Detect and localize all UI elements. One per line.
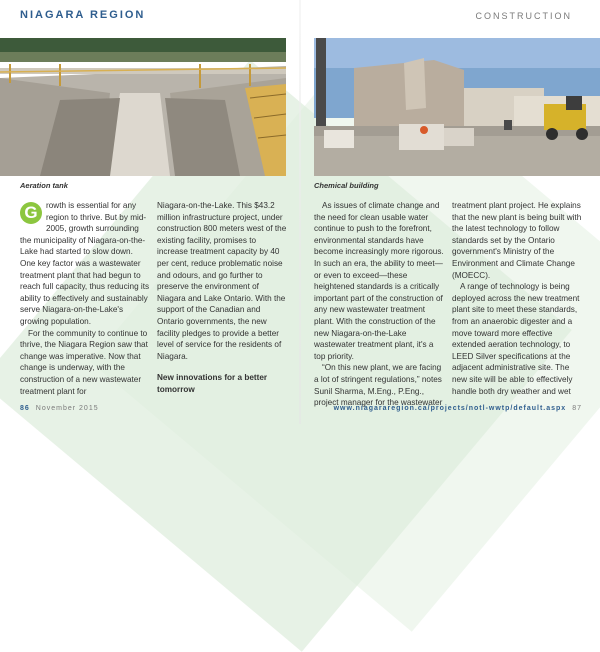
paragraph-community: For the community to continue to thrive, the Niagara Region saw that change was imperative. Now that change is underway, with the construction of a new wastewater treatment plant for — [20, 328, 148, 396]
paragraph-technology: A range of technology is being deployed across the new treatment plant site to meet these standards, from an anaerobic digester and a move toward more effective extended aeration technology, to LEED Silver specifications at the adjacent administrative site. The new site will be able to effectively handle both dry weather and wet — [452, 282, 580, 396]
article-column-2 — [157, 200, 287, 396]
chemical-building-photo — [314, 38, 600, 176]
caption-chemical-building: Chemical building — [314, 181, 379, 190]
article-column-1 — [20, 200, 150, 397]
aeration-tank-photo — [0, 38, 286, 176]
article-column-4 — [452, 200, 584, 397]
footer-right — [334, 405, 582, 412]
paragraph-quote: “On this new plant, we are facing a lot of stringent regulations,” notes Sunil Sharma, M.Eng., P.Eng., project manager for the wastewater — [314, 363, 443, 408]
subheading: New innovations for a better tomorrow — [157, 373, 268, 394]
issue-date: November 2015 — [35, 405, 99, 412]
page-number-right: 87 — [572, 405, 582, 412]
paragraph-project: Niagara-on-the-Lake. This $43.2 million infrastructure project, under construction 800 meters west of the existing facility, promises to increase treatment capacity by 40 per cent, reduce problematic noise and odours, and go further to preserve the environment of Niagara and Lake Ontario. With the support of the Canadian and Ontario governments, the new facility pledges to provide a better level of service for the residents of Niagara. — [157, 201, 287, 361]
project-url-link[interactable]: www.niagararegion.ca/projects/notl-wwtp/default.aspx — [333, 405, 567, 412]
footer-left — [20, 405, 99, 412]
caption-aeration-tank: Aeration tank — [20, 181, 68, 190]
section-label: CONSTRUCTION — [475, 11, 572, 21]
page-number-left: 86 — [20, 405, 30, 412]
page-header — [0, 0, 600, 33]
dropcap: G — [20, 202, 42, 224]
paragraph-standards: treatment plant project. He explains that the new plant is being built with the latest technology to follow standards set by the Ontario government's Ministry of the Environment and Climate Change (MOECC). — [452, 201, 582, 280]
article-column-3 — [314, 200, 444, 409]
page-gutter — [299, 0, 301, 424]
brand-title: NIAGARA REGION — [20, 9, 146, 21]
paragraph-climate: As issues of climate change and the need for clean usable water continue to push to the forefront, environmental standards have become increasingly more rigorous. In such an era, the ability to meet—or even to exceed—these heightened standards is a critically important part of the construction of any new wastewater treatment plant. With the construction of the new Niagara-on-the-Lake wastewater treatment plant, it's a top priority. — [314, 201, 444, 361]
paragraph-intro: rowth is essential for any region to thrive. But by mid-2005, growth surrounding the municipality of Niagara-on-the-Lake had started to slow down. One key factor was a wastewater treatment plant that had begun to reach full capacity, thus reducing its ability to effectively and sustainably serve Niagara-on-the-Lake's growing population. — [20, 201, 150, 326]
